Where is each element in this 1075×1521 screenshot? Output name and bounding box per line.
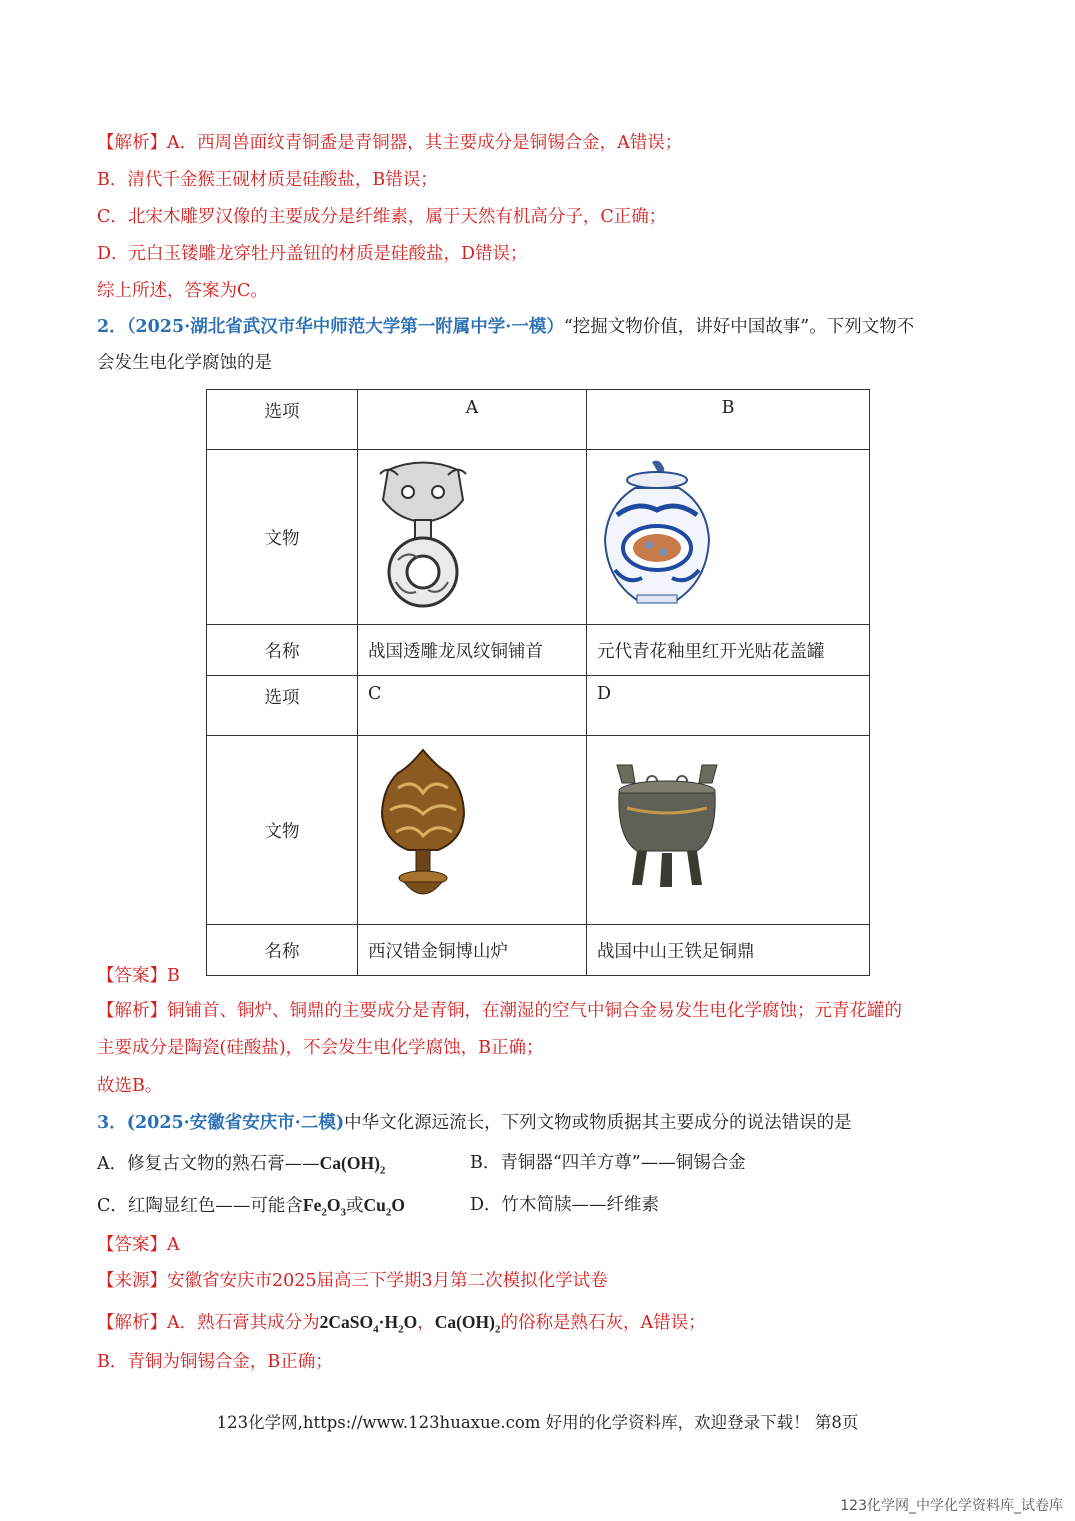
watermark: 123化学网_中学化学资料库_试卷库 xyxy=(840,1498,1063,1514)
formula-subscript: 2 xyxy=(385,1206,392,1219)
analysis1-d: D．元白玉镂雕龙穿牡丹盖钮的材质是硅酸盐，D错误； xyxy=(97,244,528,264)
bronze-incense-burner-image xyxy=(368,748,478,908)
question-2-stem xyxy=(97,315,914,339)
table-cell: 名称 xyxy=(207,625,358,676)
blue-white-jar-image xyxy=(597,460,717,610)
formula xyxy=(363,1195,405,1219)
relic-a-image xyxy=(358,450,587,625)
table-cell: C xyxy=(358,676,587,736)
table-cell: 文物 xyxy=(207,450,358,625)
question-2-stem-cont: 会发生电化学腐蚀的是 xyxy=(97,353,272,373)
formula-subscript: 3 xyxy=(340,1206,346,1219)
table-cell: A xyxy=(358,390,587,450)
q3-answer: 【答案】A xyxy=(97,1235,180,1255)
table-cell: 名称 xyxy=(207,925,358,976)
relic-b-image xyxy=(587,450,870,625)
option-text: 或 xyxy=(345,1196,364,1216)
q3-option-c xyxy=(97,1193,405,1225)
table-cell: D xyxy=(587,676,870,736)
formula xyxy=(302,1195,346,1219)
q3-option-b: B．青铜器“四羊方尊”——铜锡合金 xyxy=(470,1153,746,1173)
formula-text: ·H xyxy=(378,1312,399,1332)
q3-source-note: 【来源】安徽省安庆市2025届高三下学期3月第二次模拟化学试卷 xyxy=(97,1271,608,1291)
table-cell: 文物 xyxy=(207,736,358,925)
table-cell: B xyxy=(587,390,870,450)
formula xyxy=(319,1153,386,1177)
page-footer: 123化学网,https://www.123huaxue.com 好用的化学资料库，欢迎登录下载！ 第8页 xyxy=(216,1413,859,1432)
bronze-door-knocker-image xyxy=(368,460,478,610)
question-source: (2025·安徽省安庆市·二模) xyxy=(126,1113,345,1133)
q3-analysis-b: B．青铜为铜锡合金，B正确； xyxy=(97,1352,333,1372)
table-cell: 战国透雕龙凤纹铜铺首 xyxy=(358,625,587,676)
analysis-text: 【解析】A．熟石膏其成分为 xyxy=(97,1313,320,1333)
question-stem: “挖掘文物价值，讲好中国故事”。下列文物不 xyxy=(563,317,915,337)
iron-leg-bronze-ding-image xyxy=(597,763,737,893)
formula xyxy=(434,1312,501,1336)
relic-c-image xyxy=(358,736,587,925)
analysis1-b: B．清代千金猴王砚材质是硅酸盐，B错误； xyxy=(97,170,438,190)
table-cell: 战国中山王铁足铜鼎 xyxy=(587,925,870,976)
analysis1-c: C．北宋木雕罗汉像的主要成分是纤维素，属于天然有机高分子，C正确； xyxy=(97,207,667,227)
q2-answer: 【答案】B xyxy=(97,966,180,986)
q3-analysis-a xyxy=(97,1310,706,1342)
formula-text: O xyxy=(403,1312,418,1332)
formula xyxy=(319,1312,418,1336)
formula-subscript: 2 xyxy=(398,1323,404,1336)
formula-text: O xyxy=(391,1195,405,1215)
formula-text: Fe xyxy=(302,1195,322,1215)
q2-analysis-line1: 【解析】铜铺首、铜炉、铜鼎的主要成分是青铜，在潮湿的空气中铜合金易发生电化学腐蚀；元青花罐的 xyxy=(97,1001,902,1021)
question-source: （2025·湖北省武汉市华中师范大学第一附属中学·一模） xyxy=(126,317,564,337)
formula-text: Ca(OH) xyxy=(319,1153,380,1173)
analysis-text: ， xyxy=(417,1313,435,1333)
table-cell: 元代青花釉里红开光贴花盖罐 xyxy=(587,625,870,676)
formula-subscript: 2 xyxy=(494,1323,501,1336)
analysis-text: 的俗称是熟石灰，A错误； xyxy=(500,1313,706,1333)
question-number: 3． xyxy=(97,1113,127,1133)
option-text: C．红陶显红色——可能含 xyxy=(97,1196,303,1216)
option-text: A．修复古文物的熟石膏—— xyxy=(97,1154,320,1174)
q3-option-a xyxy=(97,1151,385,1183)
formula-subscript: 2 xyxy=(379,1164,386,1177)
question-number: 2． xyxy=(97,317,127,337)
analysis1-a: 【解析】A．西周兽面纹青铜盉是青铜器，其主要成分是铜锡合金，A错误； xyxy=(97,133,683,153)
q2-analysis-line2: 主要成分是陶瓷(硅酸盐)，不会发生电化学腐蚀，B正确； xyxy=(97,1038,544,1058)
relic-d-image xyxy=(587,736,870,925)
question-3-stem xyxy=(97,1111,852,1135)
analysis1-summary: 综上所述，答案为C。 xyxy=(97,281,268,301)
formula-subscript: 4 xyxy=(373,1323,379,1336)
formula-text: O xyxy=(326,1195,341,1215)
table-cell: 选项 xyxy=(207,676,358,736)
formula-subscript: 2 xyxy=(321,1206,327,1219)
table-cell: 选项 xyxy=(207,390,358,450)
relics-table xyxy=(206,389,870,976)
formula-text: Cu xyxy=(363,1195,386,1215)
formula-text: Ca(OH) xyxy=(434,1312,495,1332)
formula-text: 2CaSO xyxy=(319,1312,374,1332)
table-cell: 西汉错金铜博山炉 xyxy=(358,925,587,976)
q3-option-d: D．竹木简牍——纤维素 xyxy=(470,1195,660,1215)
question-stem: 中华文化源远流长，下列文物或物质据其主要成分的说法错误的是 xyxy=(344,1113,852,1133)
q2-analysis-line3: 故选B。 xyxy=(97,1076,163,1096)
